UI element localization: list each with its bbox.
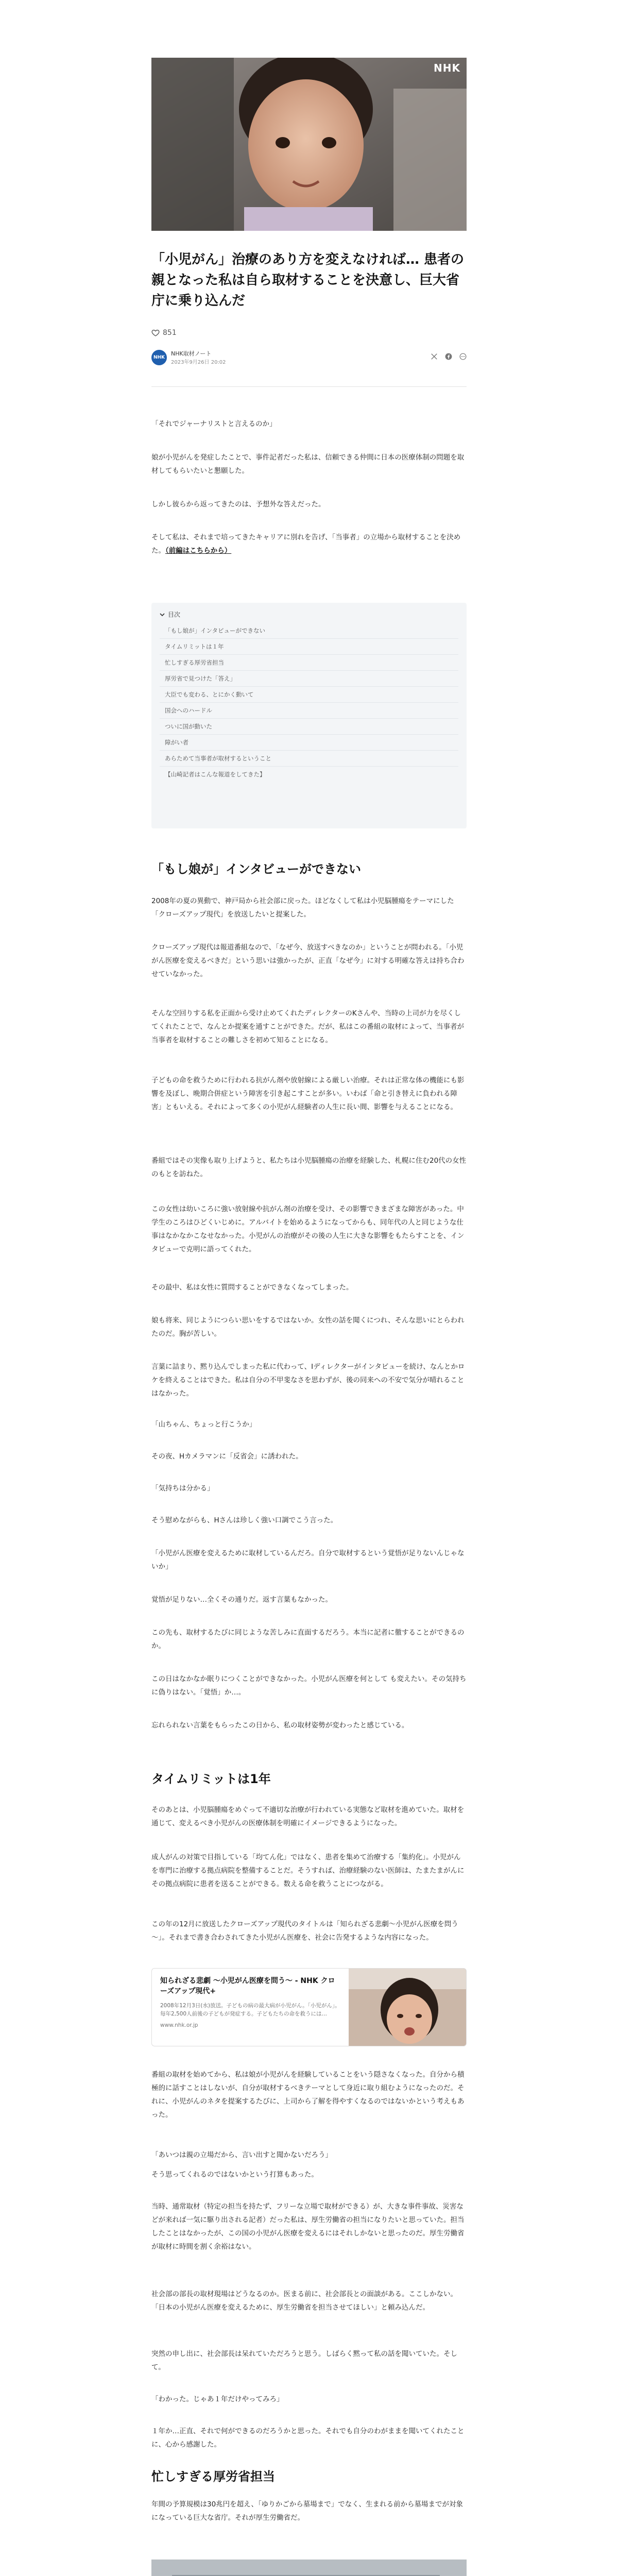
card-url: www.nhk.or.jp	[160, 2022, 198, 2028]
section1-paragraph: 覚悟が足りない…全くその通りだ。返す言葉もなかった。	[151, 1596, 332, 1604]
section1-paragraph: そんな空回りする私を正面から受け止めてくれたディレクターのKさんや、当時の上司が力を尽くしてくれたことで、なんとか提案を通すことができた。だが、私はこの番組の取材によって、当事者が当事者を取材することの難しさを初めて知ることになる。	[151, 1009, 464, 1044]
toc-item[interactable]: 国会へのハードル	[160, 703, 458, 719]
author-name[interactable]: NHK取材ノート	[171, 350, 212, 357]
heart-icon	[151, 329, 160, 337]
section2-paragraph: 当時、通常取材（特定の担当を持たず、フリーな立場で取材ができる）が、大きな事件事故、災害などが来れば一気に駆り出される記者）だった私は、厚生労働省の担当になりたいと思っていた。担当したことはなかったが、この国の小児がん医療を変えるにはそれしかないと思ったのだ。厚生労働省が取材に時間を割く余裕はない。	[151, 2202, 465, 2251]
toc-item[interactable]: ついに国が動いた	[160, 719, 458, 735]
like-count: 851	[163, 329, 177, 337]
hero-image	[151, 58, 467, 231]
card-description: 2008年12月3日(水)放送。子どもの病の最大病が小児がん。「小児がん」。毎年2,500人前後の子どもが発症する。子どもたちの命を救うには…	[160, 2003, 340, 2017]
avatar: NHK	[151, 350, 167, 365]
section1-paragraph: 言葉に詰まり、黙り込んでしまった私に代わって、Iディレクターがインタビューを続け、なんとかロケを終えることはできた。私は自分の不甲斐なさを思わずが、後の同来への不安で気分が晴れることはなかった。	[151, 1363, 465, 1398]
toc-item[interactable]: 忙しすぎる厚労省担当	[160, 655, 458, 671]
section2-paragraph: 「わかった。じゃあ１年だけやってみろ」	[151, 2395, 284, 2403]
table-of-contents	[151, 603, 467, 828]
ministry-building-photo	[151, 2560, 467, 2576]
section2-paragraph: 「あいつは親の立場だから、言い出すと聞かないだろう」	[151, 2151, 332, 2159]
section2-paragraph: そう思ってくれるのではないかという打算もあった。	[151, 2171, 318, 2179]
x-share-icon[interactable]	[431, 352, 438, 360]
section2-paragraph: 突然の申し出に、社会部長は呆れていただろうと思う。しばらく黙って私の話を聞いていた。そして。	[151, 2350, 457, 2371]
toc-item[interactable]: 厚労省で見つけた「答え」	[160, 671, 458, 687]
section1-paragraph: その最中、私は女性に質問することができなくなってしまった。	[151, 1283, 353, 1292]
toc-heading: 目次	[168, 611, 181, 618]
section3-paragraph: 年間の予算規模は30兆円を超え、「ゆりかごから墓場まで」でなく、生まれる前から墓場までが対象になっている巨大な省庁。それが厚生労働省だ。	[151, 2500, 463, 2522]
author-block[interactable]	[151, 349, 467, 365]
share-buttons	[431, 352, 467, 360]
intro-paragraph-2: 娘が小児がんを発症したことで、事件記者だった私は、信頼できる仲間に日本の医療体制の問題を取材してもらいたいと懇願した。	[151, 453, 465, 475]
facebook-share-icon[interactable]	[445, 352, 452, 360]
toc-item[interactable]: 障がい者	[160, 735, 458, 751]
section-heading-2: タイムリミットは1年	[151, 1772, 271, 1786]
card-thumbnail-photo	[349, 1969, 466, 2046]
intro-paragraph-1: 「それでジャーナリストと言えるのか」	[151, 420, 277, 428]
intro-paragraph-4-text: そして私は、それまで培ってきたキャリアに別れを告げ、「当事者」の立場から取材することを決めた。	[151, 533, 461, 555]
link-card[interactable]	[151, 1968, 467, 2046]
section-heading-1: 「もし娘が」インタビューができない	[151, 862, 362, 876]
section1-paragraph: 2008年の夏の異動で、神戸局から社会部に戻った。ほどなくして私は小児脳腫瘍をテーマにした「クローズアップ現代」を放送したいと提案した。	[151, 897, 454, 919]
section2-paragraph: 成人がんの対策で目指している「均てん化」ではなく、患者を集めて治療する「集約化」。小児がんを専門に治療する拠点病院を整備することだ。そうすれば、治療経験のない医師は、たまたまがんにその拠点病院に患者を送ることができる。数える命を救うことにつながる。	[151, 1853, 465, 1888]
section1-paragraph: 「山ちゃん、ちょっと行こうか」	[151, 1420, 256, 1429]
article-title: 「小児がん」治療のあり方を変えなければ… 患者の親となった私は自ら取材することを決意し、巨大省庁に乗り込んだ	[151, 252, 465, 309]
toc-item[interactable]: 「もし娘が」インタビューができない	[160, 623, 458, 639]
section1-paragraph: 番組ではその実像も取り上げようと、私たちは小児脳腫瘍の治療を経験した、札幌に住む20代の女性のもとを訪ねた。	[151, 1157, 467, 1178]
ministry-photo	[151, 2560, 467, 2576]
section2-paragraph: 社会部の部長の取材現場はどうなるのか。医まる前に、社会部長との面談がある。ここしかない。「日本の小児がん医療を変えるために、厚生労働省を担当させてほしい」と頼み込んだ。	[151, 2290, 457, 2312]
section1-paragraph: 「小児がん医療を変えるために取材しているんだろ。自分で取材するという覚悟が足りないんじゃないか」	[151, 1549, 465, 1571]
toc-item[interactable]: タイムリミットは１年	[160, 639, 458, 655]
intro-paragraph-4	[151, 531, 467, 557]
toc-item[interactable]: 【山崎記者はこんな報道をしてきた】	[165, 771, 266, 778]
section1-paragraph: この日はなかなか眠りにつくことができなかった。小児がん医療を何として も変えたい。その気持ちに偽りはない。「覚悟」か…。	[151, 1675, 467, 1697]
toc-header[interactable]	[160, 610, 458, 619]
section1-paragraph: 娘も将来、同じようにつらい思いをするではないか。女性の話を聞くにつれ、そんな思いにとらわれたのだ。胸が苦しい。	[151, 1316, 465, 1338]
section1-paragraph: その夜、Hカメラマンに「反省会」に誘われた。	[151, 1452, 303, 1461]
like-button[interactable]	[151, 329, 467, 337]
section2-paragraph: 番組の取材を始めてから、私は娘が小児がんを経験していることをいう隠さなくなった。自分から積極的に話すことはしないが、自分が取材するべきテーマとして身近に取り組むようになったのだ。それに、小児がんのネタを提案するたびに、上司から了解を得やすくなるのではないかという考えもあった。	[151, 2071, 465, 2119]
more-share-icon[interactable]	[459, 352, 467, 360]
section-heading-3: 忙しすぎる厚労省担当	[151, 2469, 275, 2484]
toc-item[interactable]: 大臣でも変わる、とにかく動いて	[160, 687, 458, 703]
section1-paragraph: クローズアップ現代は報道番組なので、「なぜ今、放送すべきなのか」ということが問われる。「小児がん医療を変えるべきだ」という思いは強かったが、正直「なぜ今」に対する明確な答えは持ち合わせていなかった。	[151, 943, 465, 978]
section2-paragraph: １年か…正直、それで何ができるのだろうかと思った。それでも自分のわがままを聞いてくれたことに、心から感謝した。	[151, 2427, 465, 2449]
section1-paragraph: この先も、取材するたびに同じような苦しみに直面するだろう。本当に記者に徹することができるのか。	[151, 1629, 465, 1650]
hero-photo	[151, 58, 467, 231]
section1-paragraph: そう慰めながらも、Hさんは珍しく強い口調でこう言った。	[151, 1516, 338, 1524]
toc-item[interactable]: あらためて当事者が取材するということ	[160, 751, 458, 767]
section1-paragraph: 「気持ちは分かる」	[151, 1484, 214, 1493]
divider	[151, 386, 467, 387]
section1-paragraph: 子どもの命を救うために行われる抗がん剤や放射線による厳しい治療。それは正常な体の機能にも影響を及ぼし、晩期合併症という障害を引き起こすことが多い。いわば「命と引き替えに負われる障害」ともいえる。それによって多くの小児がん経験者の人生に長い間、影響を与えることになる。	[151, 1076, 465, 1111]
card-title: 知られざる悲劇 ～小児がん医療を問う～ - NHK クローズアップ現代+	[160, 1977, 335, 1995]
previous-part-link[interactable]: （前編はこちらから）	[165, 547, 232, 555]
nhk-logo: NHK	[434, 62, 460, 74]
section2-paragraph: この年の12月に放送したクローズアップ現代のタイトルは「知られざる悲劇～小児がん医療を問う～」。それまで書き合わされてきた小児がん医療を、社会に告発するような内容になった。	[151, 1920, 458, 1942]
chevron-down-icon	[160, 612, 165, 617]
section1-paragraph: 忘れられない言葉をもらったこの日から、私の取材姿勢が変わったと感じている。	[151, 1721, 409, 1730]
section2-paragraph: そのあとは、小児脳腫瘍をめぐって不適切な治療が行われている実態など取材を進めていた。取材を通じて、変えるべき小児がんの医療体制を明確にイメージできるようになった。	[151, 1806, 465, 1827]
card-thumbnail	[349, 1969, 466, 2046]
intro-paragraph-3: しかし彼らから返ってきたのは、予想外な答えだった。	[151, 500, 325, 509]
publish-date: 2023年9月26日 20:02	[171, 360, 226, 365]
section1-paragraph: この女性は幼いころに強い放射線や抗がん剤の治療を受け、その影響できまざまな障害があった。中学生のころはひどくいじめに。アルバイトを始めるようになってからも、同年代の人と同じような仕事はなかなかこなせなかった。小児がんの治療がその後の人生に大きな影響をもたらすことを、インタビューで克明に語ってくれた。	[151, 1205, 465, 1253]
